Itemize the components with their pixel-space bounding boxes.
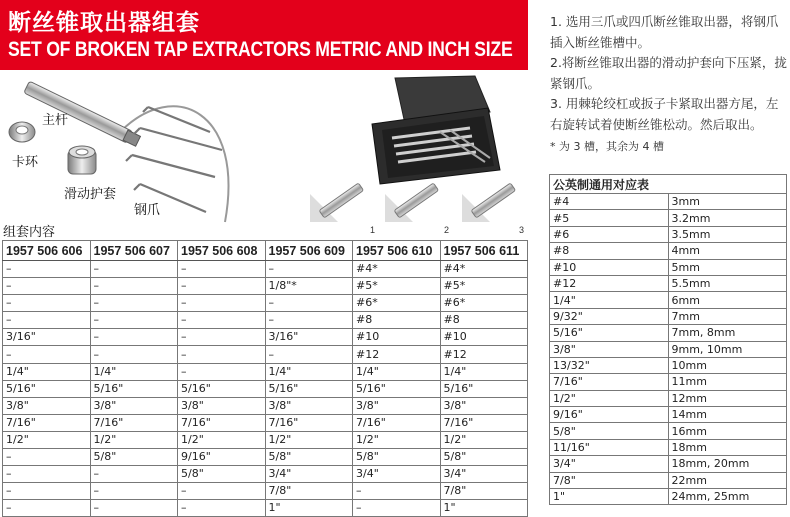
- table-cell: 1/4": [90, 363, 178, 380]
- table-cell: #10: [353, 329, 441, 346]
- inch-size-cell: #12: [550, 275, 669, 291]
- table-cell: 1/2": [90, 431, 178, 448]
- conversion-row: [550, 456, 787, 472]
- conversion-row: [550, 407, 787, 423]
- table-cell: –: [178, 261, 266, 278]
- table-cell: –: [3, 261, 91, 278]
- inch-size-cell: 5/16": [550, 325, 669, 341]
- conversion-row: [550, 275, 787, 291]
- sleeve-image: [68, 146, 96, 174]
- inch-size-cell: 1/4": [550, 292, 669, 308]
- inch-size-cell: 7/8": [550, 472, 669, 488]
- table-cell: 3/8": [3, 397, 91, 414]
- conversion-row: [550, 194, 787, 210]
- conversion-row: [550, 292, 787, 308]
- metric-size-cell: 3.2mm: [668, 210, 787, 226]
- table-cell: –: [90, 278, 178, 295]
- table-cell: –: [90, 329, 178, 346]
- table-cell: 7/16": [440, 414, 528, 431]
- metric-size-cell: 24mm, 25mm: [668, 489, 787, 505]
- metric-size-cell: 10mm: [668, 357, 787, 373]
- step-2-label: 2: [444, 225, 450, 235]
- table-cell: 3/16": [3, 329, 91, 346]
- conversion-row: [550, 374, 787, 390]
- table-cell: –: [353, 483, 441, 500]
- table-cell: 5/8": [265, 449, 353, 466]
- table-cell: –: [3, 449, 91, 466]
- inch-size-cell: 9/16": [550, 407, 669, 423]
- column-header: 1957 506 610: [353, 241, 441, 261]
- table-cell: 5/8": [353, 449, 441, 466]
- inch-size-cell: 1": [550, 489, 669, 505]
- column-header: 1957 506 611: [440, 241, 528, 261]
- metric-size-cell: 22mm: [668, 472, 787, 488]
- table-cell: 1/2": [265, 431, 353, 448]
- metric-size-cell: 5mm: [668, 259, 787, 275]
- table-cell: –: [90, 500, 178, 517]
- label-sleeve: 滑动护套: [64, 187, 117, 202]
- table-cell: –: [178, 278, 266, 295]
- table-header-row: [3, 241, 528, 261]
- label-collar: 卡环: [12, 155, 39, 170]
- table-cell: 5/16": [353, 380, 441, 397]
- table-cell: #8: [353, 312, 441, 329]
- conversion-row: [550, 357, 787, 373]
- fingers-image: [126, 107, 222, 212]
- table-cell: 1/2": [353, 431, 441, 448]
- metric-size-cell: 9mm, 10mm: [668, 341, 787, 357]
- step-1-label: 1: [370, 225, 376, 235]
- conversion-row: [550, 243, 787, 259]
- column-header: 1957 506 606: [3, 241, 91, 261]
- set-contents-title: 组套内容: [3, 225, 56, 240]
- table-cell: 5/16": [3, 380, 91, 397]
- conversion-row: [550, 423, 787, 439]
- table-cell: –: [90, 312, 178, 329]
- table-cell: #10: [440, 329, 528, 346]
- case-image: [372, 76, 500, 184]
- inch-size-cell: #5: [550, 210, 669, 226]
- inch-size-cell: 9/32": [550, 308, 669, 324]
- conversion-row: [550, 325, 787, 341]
- table-cell: 3/8": [265, 397, 353, 414]
- table-cell: –: [3, 483, 91, 500]
- inch-size-cell: #4: [550, 194, 669, 210]
- title-banner: [0, 0, 528, 70]
- inch-size-cell: 5/8": [550, 423, 669, 439]
- table-cell: 1/8"*: [265, 278, 353, 295]
- usage-steps-image: [310, 183, 524, 235]
- conversion-row: [550, 472, 787, 488]
- table-cell: 1/4": [440, 363, 528, 380]
- table-row: [3, 346, 528, 363]
- table-cell: #12: [440, 346, 528, 363]
- table-row: [3, 295, 528, 312]
- column-header: 1957 506 609: [265, 241, 353, 261]
- table-cell: –: [90, 295, 178, 312]
- table-cell: –: [353, 500, 441, 517]
- table-row: [3, 329, 528, 346]
- metric-size-cell: 14mm: [668, 407, 787, 423]
- instruction-2: 2.将断丝锥取出器的滑动护套向下压紧，拢紧钢爪。: [550, 55, 787, 91]
- table-row: [3, 397, 528, 414]
- table-cell: 5/16": [178, 380, 266, 397]
- table-cell: #12: [353, 346, 441, 363]
- metric-size-cell: 3.5mm: [668, 226, 787, 242]
- conversion-row: [550, 259, 787, 275]
- table-cell: –: [178, 329, 266, 346]
- metric-size-cell: 18mm, 20mm: [668, 456, 787, 472]
- table-cell: #5*: [440, 278, 528, 295]
- table-cell: 9/16": [178, 449, 266, 466]
- table-cell: –: [90, 483, 178, 500]
- inch-size-cell: 3/8": [550, 341, 669, 357]
- conversion-row: [550, 390, 787, 406]
- table-row: [3, 278, 528, 295]
- table-row: [3, 431, 528, 448]
- label-main-rod: 主杆: [42, 113, 69, 128]
- table-cell: –: [178, 346, 266, 363]
- metric-size-cell: 5.5mm: [668, 275, 787, 291]
- table-cell: 3/8": [440, 397, 528, 414]
- table-cell: 5/16": [90, 380, 178, 397]
- table-cell: #8: [440, 312, 528, 329]
- table-cell: 7/16": [353, 414, 441, 431]
- table-cell: 5/8": [178, 466, 266, 483]
- table-cell: 7/16": [3, 414, 91, 431]
- table-cell: –: [265, 295, 353, 312]
- metric-size-cell: 4mm: [668, 243, 787, 259]
- table-cell: 3/4": [440, 466, 528, 483]
- table-cell: 5/8": [90, 449, 178, 466]
- table-cell: 7/16": [265, 414, 353, 431]
- table-cell: #5*: [353, 278, 441, 295]
- table-cell: 7/16": [90, 414, 178, 431]
- conversion-row: [550, 341, 787, 357]
- table-row: [3, 466, 528, 483]
- inch-size-cell: #6: [550, 226, 669, 242]
- inch-size-cell: 7/16": [550, 374, 669, 390]
- title-english: SET OF BROKEN TAP EXTRACTORS METRIC AND INCH SIZE: [8, 38, 513, 61]
- instruction-3: 3. 用棘轮绞杠或扳子卡紧取出器方尾，左右旋转试着使断丝锥松动。然后取出。: [550, 96, 779, 132]
- inch-size-cell: 1/2": [550, 390, 669, 406]
- table-cell: 1/4": [265, 363, 353, 380]
- metric-size-cell: 18mm: [668, 439, 787, 455]
- table-cell: –: [3, 278, 91, 295]
- table-cell: –: [3, 346, 91, 363]
- step-3-label: 3: [519, 225, 525, 235]
- column-header: 1957 506 608: [178, 241, 266, 261]
- conversion-table: [549, 174, 787, 505]
- collar-image: [9, 122, 35, 142]
- label-fingers: 钢爪: [134, 203, 161, 218]
- table-cell: –: [178, 363, 266, 380]
- table-cell: 1": [440, 500, 528, 517]
- inch-size-cell: 11/16": [550, 439, 669, 455]
- metric-size-cell: 3mm: [668, 194, 787, 210]
- table-cell: –: [90, 261, 178, 278]
- table-row: [3, 261, 528, 278]
- table-cell: 3/4": [265, 466, 353, 483]
- table-cell: 7/16": [178, 414, 266, 431]
- metric-size-cell: 12mm: [668, 390, 787, 406]
- table-cell: 1/4": [353, 363, 441, 380]
- inch-size-cell: #10: [550, 259, 669, 275]
- table-cell: 1/2": [3, 431, 91, 448]
- table-cell: 5/16": [440, 380, 528, 397]
- table-row: [3, 483, 528, 500]
- conversion-row: [550, 308, 787, 324]
- table-cell: –: [265, 312, 353, 329]
- table-cell: 3/4": [353, 466, 441, 483]
- table-cell: –: [3, 500, 91, 517]
- conversion-table-title: 公英制通用对应表: [550, 175, 787, 194]
- table-cell: 5/16": [265, 380, 353, 397]
- table-cell: 1": [265, 500, 353, 517]
- table-cell: 1/4": [3, 363, 91, 380]
- table-cell: 5/8": [440, 449, 528, 466]
- conversion-row: [550, 439, 787, 455]
- conversion-row: [550, 210, 787, 226]
- table-cell: #4*: [353, 261, 441, 278]
- table-cell: 3/8": [178, 397, 266, 414]
- table-cell: –: [3, 466, 91, 483]
- product-illustration: [0, 72, 528, 242]
- table-cell: #6*: [440, 295, 528, 312]
- table-row: [3, 449, 528, 466]
- table-cell: #6*: [353, 295, 441, 312]
- table-cell: –: [3, 312, 91, 329]
- conversion-row: [550, 226, 787, 242]
- table-cell: –: [3, 295, 91, 312]
- metric-size-cell: 16mm: [668, 423, 787, 439]
- table-cell: 3/8": [353, 397, 441, 414]
- table-cell: 3/16": [265, 329, 353, 346]
- metric-size-cell: 11mm: [668, 374, 787, 390]
- table-cell: 1/2": [178, 431, 266, 448]
- table-cell: 1/2": [440, 431, 528, 448]
- table-cell: –: [265, 346, 353, 363]
- table-row: [3, 312, 528, 329]
- table-cell: 7/8": [265, 483, 353, 500]
- table-row: [3, 363, 528, 380]
- table-cell: –: [178, 483, 266, 500]
- table-row: [3, 500, 528, 517]
- table-cell: –: [265, 261, 353, 278]
- metric-size-cell: 7mm, 8mm: [668, 325, 787, 341]
- table-row: [3, 414, 528, 431]
- inch-size-cell: 3/4": [550, 456, 669, 472]
- usage-instructions: [550, 12, 790, 158]
- inch-size-cell: 13/32": [550, 357, 669, 373]
- table-cell: –: [90, 346, 178, 363]
- table-cell: 3/8": [90, 397, 178, 414]
- instruction-1: 1. 选用三爪或四爪断丝锥取出器，将钢爪插入断丝锥槽中。: [550, 14, 779, 50]
- title-chinese: 断丝锥取出器组套: [8, 10, 200, 36]
- table-cell: –: [90, 466, 178, 483]
- table-row: [3, 380, 528, 397]
- table-cell: –: [178, 312, 266, 329]
- table-cell: –: [178, 500, 266, 517]
- metric-size-cell: 6mm: [668, 292, 787, 308]
- set-contents-table: [2, 240, 528, 517]
- table-cell: #4*: [440, 261, 528, 278]
- metric-size-cell: 7mm: [668, 308, 787, 324]
- inch-size-cell: #8: [550, 243, 669, 259]
- conversion-row: [550, 489, 787, 505]
- column-header: 1957 506 607: [90, 241, 178, 261]
- table-cell: –: [178, 295, 266, 312]
- table-cell: 7/8": [440, 483, 528, 500]
- flute-footnote: * 为 3 槽，其余为 4 槽: [550, 140, 664, 153]
